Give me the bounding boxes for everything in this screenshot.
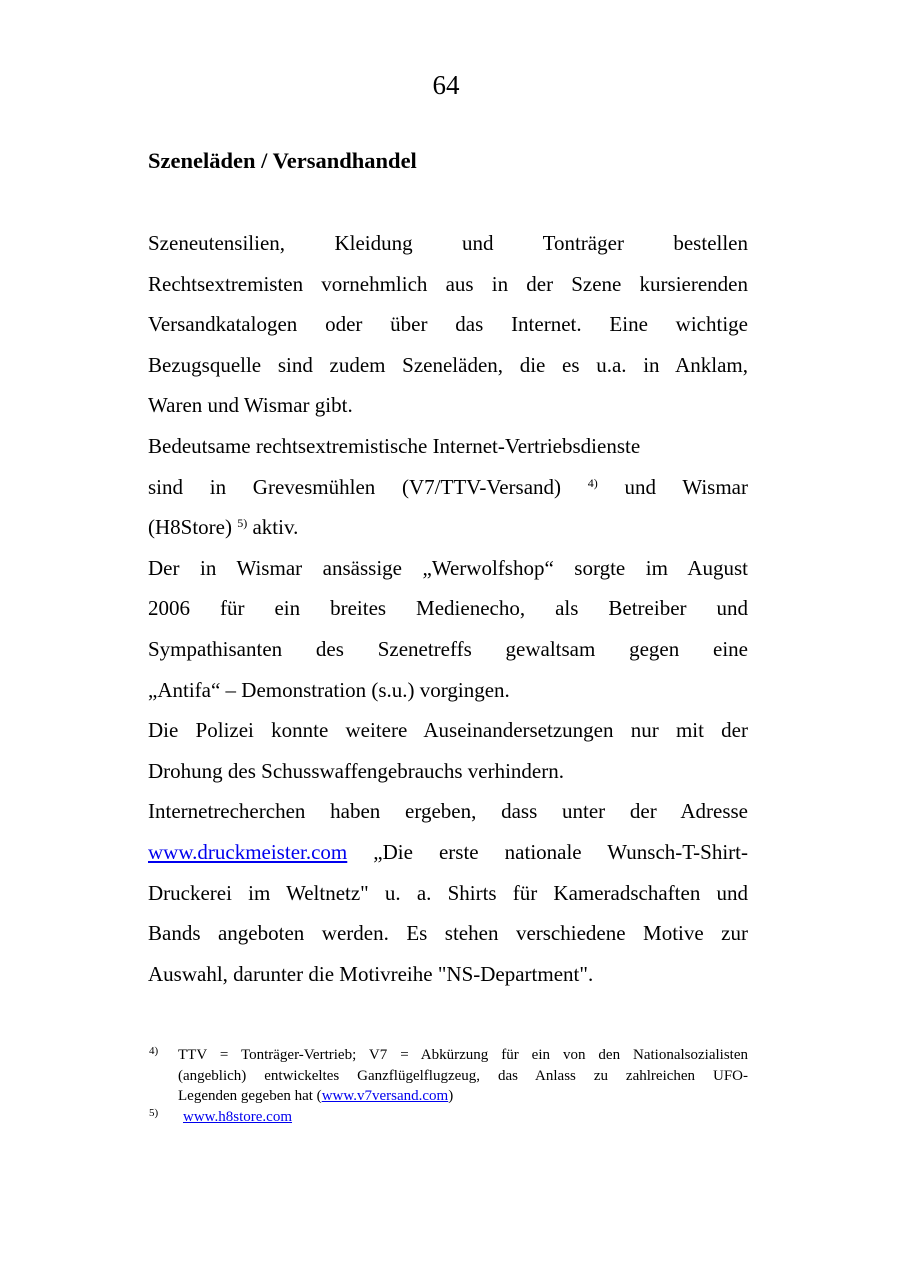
body-line: Sympathisanten des Szenetreffs gewaltsam gegen eine [148,636,748,661]
footnotes [148,1045,748,1127]
section-heading: Szeneläden / Versandhandel [148,148,417,173]
body-text-segment: und Wismar [597,474,748,499]
body-line: Drohung des Schusswaffengebrauchs verhindern. [148,758,565,783]
body-line: Bands angeboten werden. Es stehen verschiedene Motive zur [148,921,748,946]
body-line [148,467,748,508]
body-line: Waren und Wismar gibt. [148,393,353,418]
footnote-line: (angeblich) entwickeltes Ganzflügelflugzeug, das Anlass zu zahlreichen UFO- [178,1067,748,1084]
body-text [148,223,748,994]
body-line: Versandkatalogen oder über das Internet. Eine wichtige [148,312,748,337]
footnote-5 [148,1107,748,1128]
body-line: Der in Wismar ansässige „Werwolfshop“ sorgte im August [148,555,748,580]
footnote-text-segment: Legenden gegeben hat ( [178,1088,322,1104]
footnote-5-marker: 5) [149,1106,159,1119]
footnote-line: TTV = Tonträger-Vertrieb; V7 = Abkürzung für ein von den Nationalsozialisten [178,1047,748,1063]
body-text-segment: „Die erste nationale Wunsch-T-Shirt- [347,839,748,864]
body-text-segment: aktiv. [247,515,299,540]
druckmeister-link[interactable]: www.druckmeister.com [148,839,348,864]
h8store-link[interactable]: www.h8store.com [183,1108,293,1125]
body-line: Rechtsextremisten vornehmlich aus in der Szene kursierenden [148,271,748,296]
footnote-text-segment: ) [448,1088,454,1104]
body-line: Bedeutsame rechtsextremistische Internet-Vertriebsdienste [148,433,641,458]
body-line: 2006 für ein breites Medienecho, als Betreiber und [148,596,748,621]
body-line: Die Polizei konnte weitere Auseinandersetzungen nur mit der [148,718,748,743]
body-line: Druckerei im Weltnetz" u. a. Shirts für Kameradschaften und [148,880,748,905]
v7versand-link[interactable]: www.v7versand.com [321,1088,449,1104]
footnote-4-marker: 4) [149,1045,159,1057]
body-line: Internetrecherchen haben ergeben, dass unter der Adresse [148,799,748,824]
footnote-4 [148,1045,748,1107]
body-line: Bezugsquelle sind zudem Szeneläden, die es u.a. in Anklam, [148,352,748,377]
body-line [148,832,748,873]
footnote-ref-4[interactable]: 4) [587,475,598,490]
body-text-segment: (H8Store) [148,515,238,540]
footnote-ref-5[interactable]: 5) [237,516,248,531]
page-number: 64 [432,70,460,100]
body-text-segment: sind in Grevesmühlen (V7/TTV-Versand) [148,474,588,499]
footnote-line [178,1107,748,1128]
footnote-line [178,1086,748,1107]
body-line: „Antifa“ – Demonstration (s.u.) vorgingen. [148,677,510,702]
body-line [148,507,748,548]
body-line: Szeneutensilien, Kleidung und Tonträger bestellen [148,231,748,255]
body-line: Auswahl, darunter die Motivreihe "NS-Department". [148,961,594,986]
